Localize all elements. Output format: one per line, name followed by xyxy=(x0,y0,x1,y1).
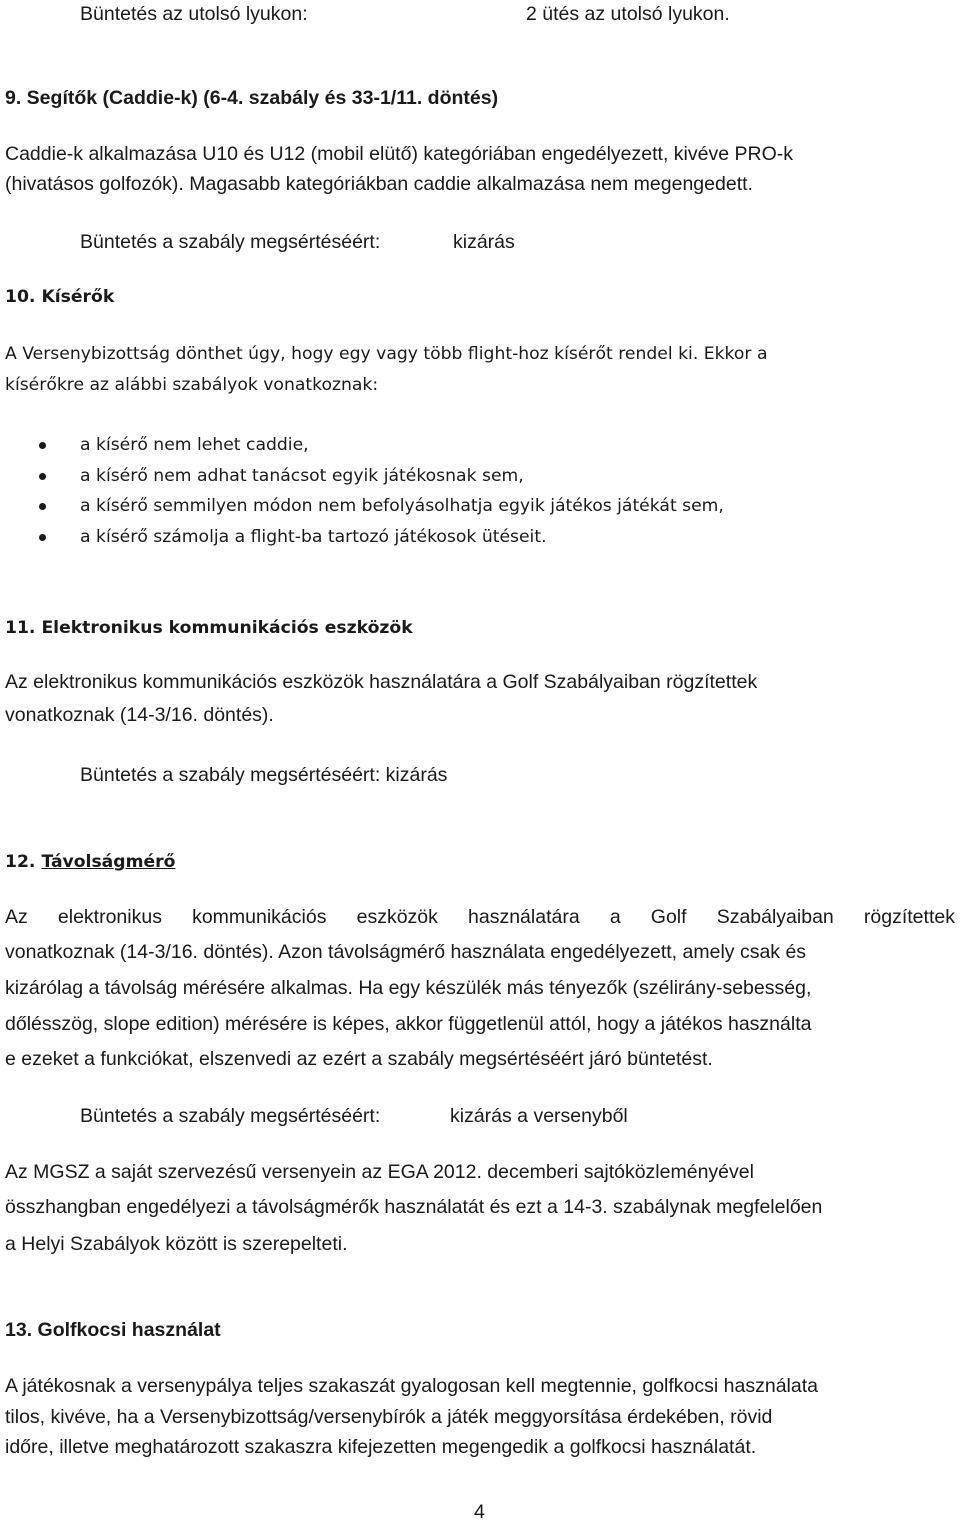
penalty-label: Büntetés az utolsó lyukon: xyxy=(80,3,308,25)
section-9-heading: 9. Segítők (Caddie-k) (6-4. szabály és 33-1/11. döntés) xyxy=(5,87,499,109)
section-9-penalty-label: Büntetés a szabály megsértéséért: xyxy=(80,231,381,253)
bullet-icon xyxy=(39,473,46,480)
page-number: 4 xyxy=(474,1501,485,1523)
section-13-title: Golfkocsi használat xyxy=(37,1319,221,1341)
bullet-icon xyxy=(39,442,46,449)
section-12-note-3: a Helyi Szabályok között is szerepelteti. xyxy=(5,1233,348,1255)
section-12-note-2: összhangban engedélyezi a távolságmérők használatát és ezt a 14-3. szabálynak megfelelően xyxy=(5,1196,823,1218)
section-11-heading xyxy=(5,616,413,640)
section-9-line-2: (hivatásos golfozók). Magasabb kategóriákban caddie alkalmazása nem megengedett. xyxy=(5,173,753,195)
section-10-number: 10. xyxy=(5,287,36,307)
section-11-penalty: Büntetés a szabály megsértéséért: kizárás xyxy=(80,764,448,786)
bullet-icon xyxy=(39,534,46,541)
section-11-line-2: vonatkoznak (14-3/16. döntés). xyxy=(5,704,274,726)
section-13-line-1: A játékosnak a versenypálya teljes szakaszát gyalogosan kell megtennie, golfkocsi használata xyxy=(5,1375,818,1397)
section-11-title: Elektronikus kommunikációs eszközök xyxy=(41,618,413,638)
word: a xyxy=(609,906,621,928)
list-item: a kísérő nem adhat tanácsot egyik játékosnak sem, xyxy=(80,466,524,486)
section-12-line-5: e ezeket a funkciókat, elszenvedi az ezért a szabály megsértéséért járó büntetést. xyxy=(5,1048,713,1070)
section-10-intro-2: kísérőkre az alábbi szabályok vonatkoznak: xyxy=(5,375,379,395)
list-item: a kísérő semmilyen módon nem befolyásolhatja egyik játékos játékát sem, xyxy=(80,496,724,516)
word: eszközök xyxy=(356,906,438,928)
section-10-intro-1: A Versenybizottság dönthet úgy, hogy egy vagy több flight-hoz kísérőt rendel ki. Ekkor a xyxy=(5,344,768,364)
list-item: a kísérő nem lehet caddie, xyxy=(80,435,309,455)
bullet-icon xyxy=(39,503,46,510)
section-11-line-1: Az elektronikus kommunikációs eszközök használatára a Golf Szabályaiban rögzítettek xyxy=(5,671,758,693)
word: Golf xyxy=(650,906,687,928)
section-12-line-4: dőlésszög, slope edition) mérésére is képes, akkor függetlenül attól, hogy a játékos használta xyxy=(5,1013,812,1035)
section-12-penalty-label: Büntetés a szabály megsértéséért: xyxy=(80,1105,381,1127)
section-11-number: 11. xyxy=(5,618,36,638)
word: rögzítettek xyxy=(863,906,955,928)
word: elektronikus xyxy=(57,906,162,928)
section-10-title: Kísérők xyxy=(41,287,115,307)
section-10-heading xyxy=(5,285,114,309)
section-13-heading xyxy=(5,1318,221,1342)
section-13-line-3: időre, illetve meghatározott szakaszra kifejezetten megengedik a golfkocsi használatát. xyxy=(5,1436,757,1458)
list-item: a kísérő számolja a flight-ba tartozó játékosok ütéseit. xyxy=(80,527,547,547)
word: Az xyxy=(5,906,28,928)
section-12-note-1: Az MGSZ a saját szervezésű versenyein az EGA 2012. decemberi sajtóközleményével xyxy=(5,1161,754,1183)
section-9-line-1: Caddie-k alkalmazása U10 és U12 (mobil elütő) kategóriában engedélyezett, kivéve PRO-k xyxy=(5,143,793,165)
section-12-number: 12. xyxy=(5,852,36,872)
word: használatára xyxy=(468,906,580,928)
word: Szabályaiban xyxy=(716,906,834,928)
section-12-penalty-value: kizárás a versenyből xyxy=(450,1105,628,1127)
section-12-heading xyxy=(5,850,175,874)
section-12-line-3: kizárólag a távolság mérésére alkalmas. Ha egy készülék más tényezők (szélirány-sebesség, xyxy=(5,977,812,999)
section-13-line-2: tilos, kivéve, ha a Versenybizottság/versenybírók a játék meggyorsítása érdekében, rövid xyxy=(5,1406,773,1428)
section-12-line-1 xyxy=(5,905,955,929)
word: kommunikációs xyxy=(192,906,327,928)
section-13-number: 13. xyxy=(5,1319,33,1341)
section-9-penalty-value: kizárás xyxy=(453,231,515,253)
penalty-value: 2 ütés az utolsó lyukon. xyxy=(526,3,730,25)
section-12-line-2: vonatkoznak (14-3/16. döntés). Azon távolságmérő használata engedélyezett, amely csak és xyxy=(5,941,807,963)
section-12-title: Távolságmérő xyxy=(41,852,176,872)
